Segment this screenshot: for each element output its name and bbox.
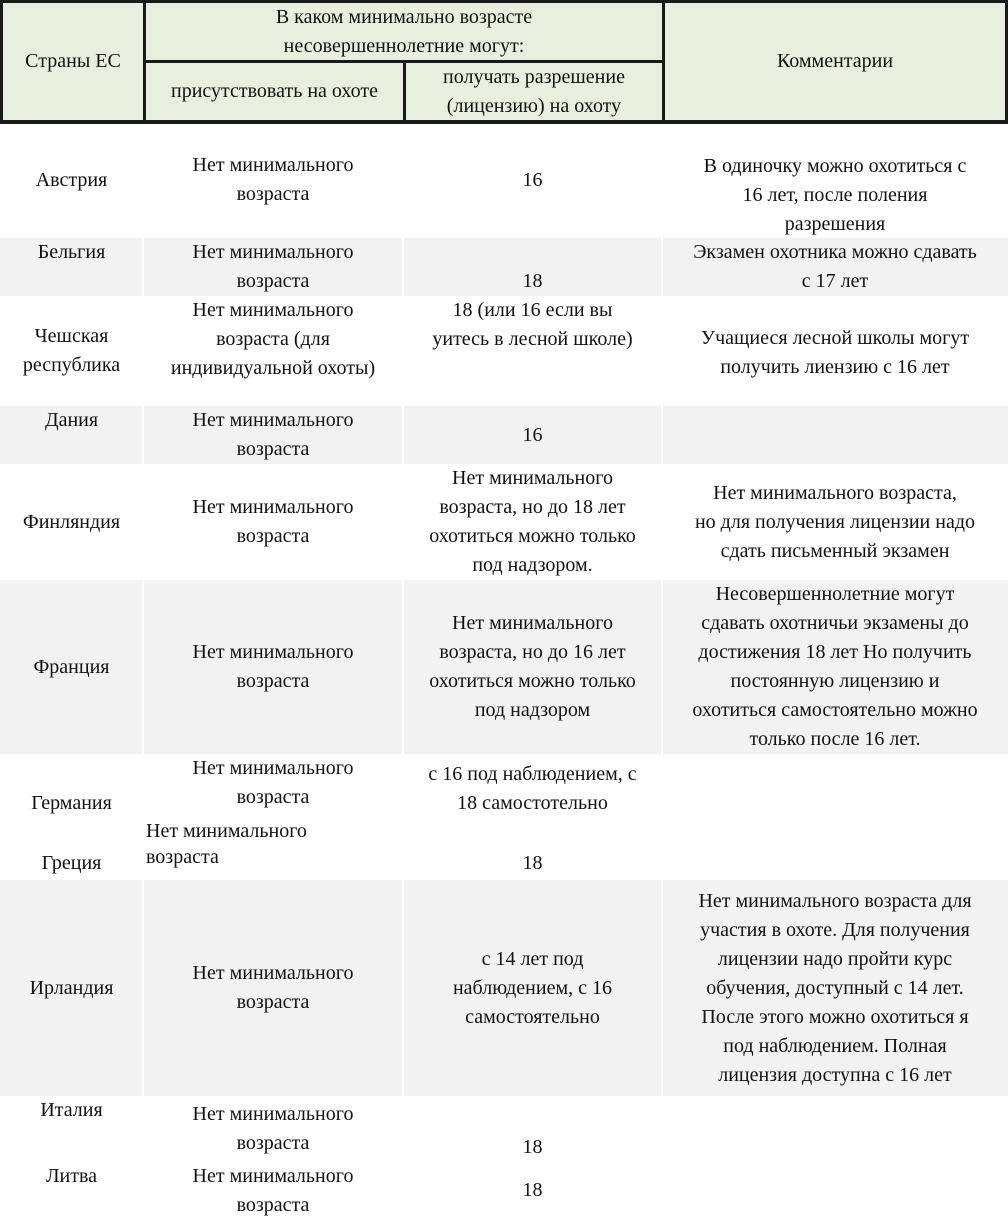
attend-age: Нет минимального возраста (для индивидуальной охоты) (170, 299, 376, 379)
cell-comment (662, 580, 1008, 754)
country-name: Франция (33, 655, 110, 678)
comment-text: Учащиеся лесной школы могут получить лиензию с 16 лет (700, 327, 970, 378)
comment-text: Нет минимального возраста, но для получения лицензии надо сдать письменный экзамен (694, 481, 976, 562)
cell-comment (662, 1162, 1008, 1226)
license-age: 18 (522, 1179, 543, 1201)
table-row (0, 754, 1008, 818)
cell-attend (143, 296, 403, 406)
attend-age: Нет минимального возраста (192, 1165, 354, 1216)
license-age: 16 (522, 423, 543, 446)
country-name: Германия (31, 791, 112, 814)
cell-attend (143, 464, 403, 580)
table-row (0, 1096, 1008, 1162)
header-license-label: получать разрешение (лицензию) на охоту (443, 65, 625, 117)
table-row (0, 818, 1008, 880)
cell-license (403, 754, 662, 818)
attend-age: Нет минимального возраста (146, 820, 307, 868)
attend-age: Нет минимального возраста (192, 641, 354, 692)
header-attend (143, 60, 406, 123)
comment-text: Несовершеннолетние могут сдавать охотничьи экзамены до достижения 18 лет Но получить постоянную лицензию и охотиться самостоятельно можно только после 16 лет. (692, 583, 978, 750)
attend-age: Нет минимального возраста (192, 496, 354, 547)
cell-comment (662, 818, 1008, 880)
cell-country (0, 122, 143, 238)
table-row (0, 580, 1008, 754)
country-name: Бельгия (37, 241, 106, 263)
table-row (0, 238, 1008, 296)
cell-country (0, 296, 143, 406)
cell-license (403, 818, 662, 880)
license-age: 18 (522, 852, 543, 874)
cell-comment (662, 296, 1008, 406)
license-age: Нет минимального возраста, но до 16 лет охотиться можно только под надзором (429, 612, 636, 721)
header-country-label: Страны ЕС (25, 50, 121, 72)
cell-attend (143, 406, 403, 464)
country-name: Италия (40, 1099, 103, 1121)
header-comments-label: Комментарии (776, 50, 894, 72)
attend-age: Нет минимального возраста (192, 1103, 354, 1154)
cell-country (0, 818, 143, 880)
license-age: с 14 лет под наблюдением, с 16 самостоятельно (452, 947, 613, 1028)
cell-license (403, 406, 662, 464)
comment-text: Нет минимального возраста для участия в охоте. Для получения лицензии надо пройти курс обучения, доступный с 14 лет. После этого можно охотиться я под наблюдением. Полная лицензия доступна с 16 лет (698, 889, 972, 1086)
attend-age: Нет минимального возраста (192, 409, 354, 460)
country-name: Дания (44, 409, 99, 431)
country-name: Финляндия (22, 510, 121, 533)
cell-country (0, 1162, 143, 1226)
cell-country (0, 580, 143, 754)
cell-attend (143, 122, 403, 238)
cell-comment (662, 406, 1008, 464)
table-row (0, 296, 1008, 406)
cell-attend (143, 880, 403, 1096)
table-row (0, 1162, 1008, 1226)
country-name: Австрия (35, 168, 108, 191)
cell-comment (662, 238, 1008, 296)
header-comments (662, 0, 1008, 123)
header-country (0, 0, 146, 123)
cell-comment (662, 122, 1008, 238)
cell-comment (662, 1096, 1008, 1162)
header-min-age-label: В каком минимально возрасте несовершеннолетние могут: (275, 5, 533, 57)
attend-age: Нет минимального возраста (192, 962, 354, 1013)
header-license (403, 60, 665, 123)
cell-comment (662, 754, 1008, 818)
cell-country (0, 464, 143, 580)
cell-attend (146, 818, 406, 880)
cell-license (403, 580, 662, 754)
country-name: Чешская республика (22, 325, 121, 376)
cell-country (0, 238, 143, 296)
cell-attend (143, 1096, 403, 1162)
license-age: 16 (522, 168, 543, 191)
table-row (0, 464, 1008, 580)
country-name: Литва (45, 1165, 98, 1187)
cell-country (0, 754, 143, 818)
header-attend-label: присутствовать на охоте (170, 80, 378, 102)
cell-attend (143, 1162, 403, 1226)
table-row (0, 880, 1008, 1096)
cell-license (403, 1162, 662, 1226)
attend-age: Нет минимального возраста (192, 241, 354, 292)
cell-attend (143, 238, 403, 296)
attend-age: Нет минимального возраста (192, 154, 354, 205)
license-age: 18 (522, 1136, 543, 1158)
cell-comment (662, 880, 1008, 1096)
cell-attend (143, 580, 403, 754)
cell-license (403, 122, 662, 238)
cell-comment (662, 464, 1008, 580)
cell-license (403, 1096, 662, 1162)
license-age: с 16 под наблюдением, с 18 самостотельно (428, 763, 637, 814)
license-age: Нет минимального возраста, но до 18 лет охотиться можно только под надзором. (429, 467, 636, 576)
comment-text: Экзамен охотника можно сдавать с 17 лет (693, 241, 977, 292)
cell-license (403, 464, 662, 580)
license-age: 18 (или 16 если вы уитесь в лесной школе) (432, 299, 633, 350)
cell-country (0, 406, 143, 464)
license-age: 18 (522, 269, 543, 292)
attend-age: Нет минимального возраста (192, 757, 354, 808)
table-row (0, 406, 1008, 464)
cell-license (403, 238, 662, 296)
cell-country (0, 880, 143, 1096)
cell-license (403, 880, 662, 1096)
country-name: Греция (41, 852, 102, 874)
table-row (0, 122, 1008, 238)
header-min-age-group (143, 0, 665, 63)
cell-country (0, 1096, 143, 1162)
country-name: Ирландия (29, 976, 114, 999)
cell-attend (143, 754, 403, 818)
cell-license (403, 296, 662, 406)
comment-text: В одиночку можно охотиться с 16 лет, после поления разрешения (703, 154, 967, 235)
